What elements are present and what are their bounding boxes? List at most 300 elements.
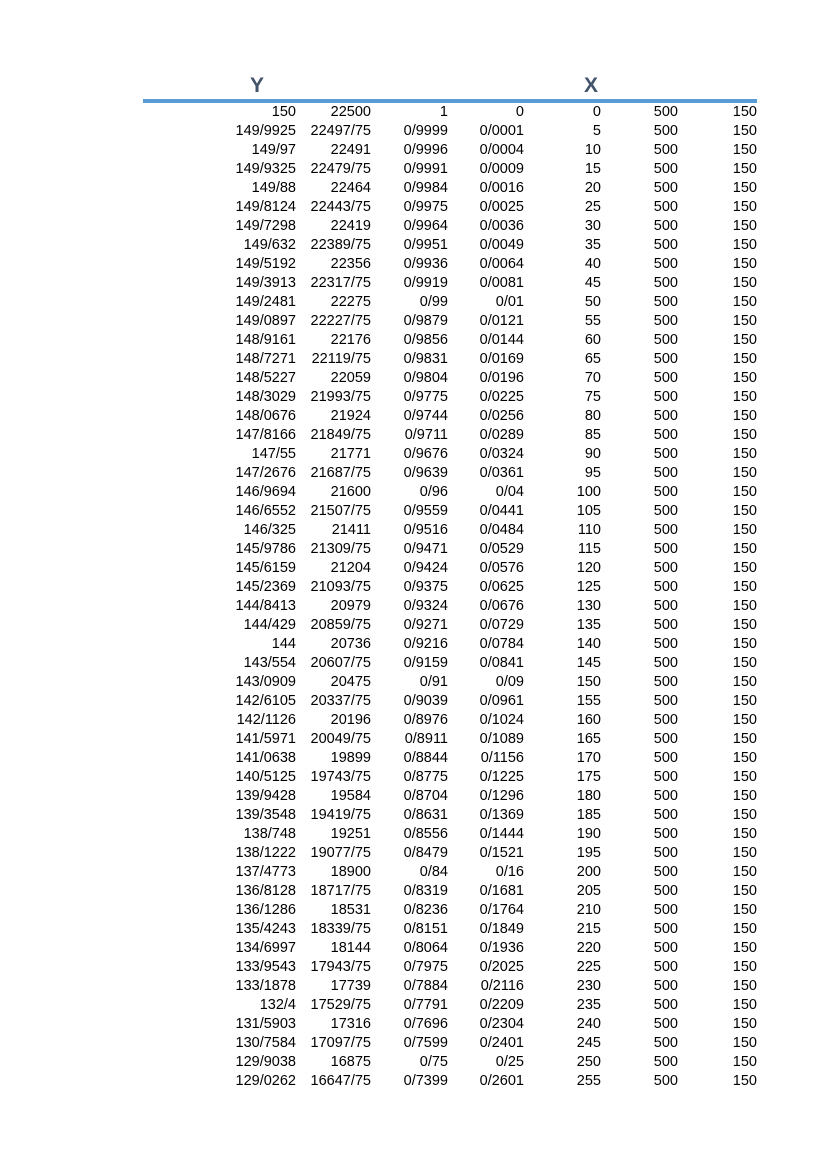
constant-150-cell: 150 — [732, 826, 757, 842]
square-value-cell: 19899 — [330, 750, 371, 766]
constant-500-cell: 500 — [653, 142, 678, 158]
square-value-cell: 19077/75 — [310, 845, 371, 861]
x-value-cell: 215 — [576, 921, 601, 937]
ratio-value-cell: 0/9775 — [403, 389, 448, 405]
x-value-cell: 160 — [576, 712, 601, 728]
complement-value-cell: 0/0196 — [479, 370, 524, 386]
constant-150-cell: 150 — [732, 484, 757, 500]
table-row — [143, 217, 757, 236]
y-value-cell: 136/8128 — [235, 883, 296, 899]
x-value-cell: 55 — [584, 313, 601, 329]
y-value-cell: 148/7271 — [235, 351, 296, 367]
table-row — [143, 483, 757, 502]
constant-150-cell: 150 — [732, 902, 757, 918]
table-row — [143, 445, 757, 464]
table-row — [143, 1053, 757, 1072]
constant-150-cell: 150 — [732, 332, 757, 348]
y-value-cell: 144/8413 — [235, 598, 296, 614]
ratio-value-cell: 0/9324 — [403, 598, 448, 614]
constant-500-cell: 500 — [653, 864, 678, 880]
square-value-cell: 22491 — [330, 142, 371, 158]
x-value-cell: 205 — [576, 883, 601, 899]
x-value-cell: 40 — [584, 256, 601, 272]
square-value-cell: 21687/75 — [310, 465, 371, 481]
x-value-cell: 90 — [584, 446, 601, 462]
square-value-cell: 20049/75 — [310, 731, 371, 747]
complement-value-cell: 0/0144 — [479, 332, 524, 348]
constant-500-cell: 500 — [653, 655, 678, 671]
complement-value-cell: 0/1681 — [479, 883, 524, 899]
constant-500-cell: 500 — [653, 693, 678, 709]
complement-value-cell: 0/0784 — [479, 636, 524, 652]
ratio-value-cell: 0/9639 — [403, 465, 448, 481]
square-value-cell: 22443/75 — [310, 199, 371, 215]
table-row — [143, 160, 757, 179]
y-value-cell: 133/1878 — [235, 978, 296, 994]
x-value-cell: 250 — [576, 1054, 601, 1070]
y-value-cell: 147/8166 — [235, 427, 296, 443]
complement-value-cell: 0/0841 — [479, 655, 524, 671]
ratio-value-cell: 0/9936 — [403, 256, 448, 272]
x-value-cell: 175 — [576, 769, 601, 785]
complement-value-cell: 0/1849 — [479, 921, 524, 937]
complement-value-cell: 0/1225 — [479, 769, 524, 785]
y-value-cell: 143/0909 — [235, 674, 296, 690]
constant-500-cell: 500 — [653, 1035, 678, 1051]
y-value-cell: 148/3029 — [235, 389, 296, 405]
square-value-cell: 22317/75 — [310, 275, 371, 291]
constant-150-cell: 150 — [732, 123, 757, 139]
complement-value-cell: 0/01 — [495, 294, 524, 310]
table-row — [143, 768, 757, 787]
complement-value-cell: 0/0025 — [479, 199, 524, 215]
square-value-cell: 17529/75 — [310, 997, 371, 1013]
y-value-cell: 149/88 — [251, 180, 296, 196]
x-value-cell: 240 — [576, 1016, 601, 1032]
ratio-value-cell: 0/9676 — [403, 446, 448, 462]
y-value-cell: 134/6997 — [235, 940, 296, 956]
square-value-cell: 18531 — [330, 902, 371, 918]
constant-500-cell: 500 — [653, 579, 678, 595]
square-value-cell: 20475 — [330, 674, 371, 690]
table-row — [143, 673, 757, 692]
y-value-cell: 129/0262 — [235, 1073, 296, 1089]
x-value-cell: 220 — [576, 940, 601, 956]
y-value-cell: 150 — [271, 104, 296, 120]
ratio-value-cell: 0/9375 — [403, 579, 448, 595]
complement-value-cell: 0/0529 — [479, 541, 524, 557]
ratio-value-cell: 0/8976 — [403, 712, 448, 728]
constant-500-cell: 500 — [653, 978, 678, 994]
y-value-cell: 149/97 — [251, 142, 296, 158]
constant-150-cell: 150 — [732, 807, 757, 823]
square-value-cell: 22119/75 — [311, 351, 371, 367]
complement-value-cell: 0/0729 — [479, 617, 524, 633]
constant-150-cell: 150 — [732, 940, 757, 956]
complement-value-cell: 0/1936 — [479, 940, 524, 956]
x-value-cell: 95 — [584, 465, 601, 481]
ratio-value-cell: 0/9964 — [403, 218, 448, 234]
constant-150-cell: 150 — [732, 598, 757, 614]
complement-value-cell: 0/1089 — [479, 731, 524, 747]
table-row — [143, 369, 757, 388]
square-value-cell: 22275 — [330, 294, 371, 310]
square-value-cell: 20736 — [330, 636, 371, 652]
table-row — [143, 844, 757, 863]
constant-150-cell: 150 — [732, 446, 757, 462]
constant-500-cell: 500 — [653, 408, 678, 424]
y-value-cell: 133/9543 — [235, 959, 296, 975]
ratio-value-cell: 0/9984 — [403, 180, 448, 196]
y-value-cell: 139/9428 — [235, 788, 296, 804]
square-value-cell: 22497/75 — [310, 123, 371, 139]
constant-500-cell: 500 — [653, 959, 678, 975]
x-value-cell: 155 — [576, 693, 601, 709]
constant-500-cell: 500 — [653, 446, 678, 462]
complement-value-cell: 0/2601 — [479, 1073, 524, 1089]
constant-500-cell: 500 — [653, 1073, 678, 1089]
square-value-cell: 19251 — [330, 826, 371, 842]
complement-value-cell: 0/0081 — [479, 275, 524, 291]
constant-500-cell: 500 — [653, 332, 678, 348]
x-value-cell: 120 — [576, 560, 601, 576]
square-value-cell: 17097/75 — [310, 1035, 371, 1051]
y-value-cell: 130/7584 — [235, 1035, 296, 1051]
constant-150-cell: 150 — [732, 465, 757, 481]
ratio-value-cell: 0/8911 — [404, 731, 448, 747]
x-value-cell: 115 — [577, 541, 601, 557]
x-value-cell: 105 — [576, 503, 601, 519]
constant-150-cell: 150 — [732, 503, 757, 519]
ratio-value-cell: 0/8479 — [403, 845, 448, 861]
table-row — [143, 597, 757, 616]
table-row — [143, 711, 757, 730]
square-value-cell: 22227/75 — [310, 313, 371, 329]
ratio-value-cell: 0/9831 — [403, 351, 448, 367]
complement-value-cell: 0/0256 — [479, 408, 524, 424]
constant-500-cell: 500 — [653, 522, 678, 538]
complement-value-cell: 0/0016 — [479, 180, 524, 196]
table-row — [143, 559, 757, 578]
y-value-cell: 143/554 — [243, 655, 296, 671]
y-value-cell: 148/0676 — [235, 408, 296, 424]
square-value-cell: 20337/75 — [310, 693, 371, 709]
ratio-value-cell: 0/9159 — [403, 655, 448, 671]
x-value-cell: 190 — [576, 826, 601, 842]
constant-150-cell: 150 — [732, 788, 757, 804]
ratio-value-cell: 0/9711 — [404, 427, 448, 443]
table-row — [143, 996, 757, 1015]
constant-500-cell: 500 — [653, 883, 678, 899]
table-row — [143, 198, 757, 217]
constant-500-cell: 500 — [653, 104, 678, 120]
complement-value-cell: 0/0225 — [479, 389, 524, 405]
constant-500-cell: 500 — [653, 275, 678, 291]
complement-value-cell: 0/0961 — [479, 693, 524, 709]
square-value-cell: 18900 — [330, 864, 371, 880]
x-value-cell: 5 — [592, 123, 601, 139]
table-row — [143, 825, 757, 844]
ratio-value-cell: 0/8319 — [403, 883, 448, 899]
constant-500-cell: 500 — [653, 541, 678, 557]
complement-value-cell: 0/0676 — [479, 598, 524, 614]
complement-value-cell: 0/0049 — [479, 237, 524, 253]
x-value-cell: 35 — [584, 237, 601, 253]
square-value-cell: 21924 — [330, 408, 371, 424]
constant-150-cell: 150 — [732, 370, 757, 386]
square-value-cell: 19584 — [330, 788, 371, 804]
square-value-cell: 19743/75 — [310, 769, 371, 785]
constant-150-cell: 150 — [732, 997, 757, 1013]
square-value-cell: 22176 — [330, 332, 371, 348]
ratio-value-cell: 0/9559 — [403, 503, 448, 519]
x-value-cell: 30 — [584, 218, 601, 234]
table-row — [143, 179, 757, 198]
constant-500-cell: 500 — [653, 807, 678, 823]
x-value-cell: 135 — [576, 617, 601, 633]
x-value-cell: 60 — [584, 332, 601, 348]
constant-500-cell: 500 — [653, 997, 678, 1013]
square-value-cell: 22464 — [330, 180, 371, 196]
y-value-cell: 141/5971 — [235, 731, 296, 747]
x-value-cell: 200 — [576, 864, 601, 880]
constant-150-cell: 150 — [732, 617, 757, 633]
constant-500-cell: 500 — [653, 180, 678, 196]
square-value-cell: 20979 — [330, 598, 371, 614]
ratio-value-cell: 0/9879 — [403, 313, 448, 329]
ratio-value-cell: 0/7791 — [403, 997, 448, 1013]
y-value-cell: 145/6159 — [235, 560, 296, 576]
constant-500-cell: 500 — [653, 826, 678, 842]
square-value-cell: 17943/75 — [310, 959, 371, 975]
constant-500-cell: 500 — [653, 940, 678, 956]
y-value-cell: 135/4243 — [235, 921, 296, 937]
ratio-value-cell: 0/9424 — [403, 560, 448, 576]
ratio-value-cell: 0/9039 — [403, 693, 448, 709]
constant-500-cell: 500 — [653, 218, 678, 234]
complement-value-cell: 0/1444 — [479, 826, 524, 842]
x-value-cell: 225 — [576, 959, 601, 975]
constant-500-cell: 500 — [653, 902, 678, 918]
constant-500-cell: 500 — [653, 427, 678, 443]
constant-150-cell: 150 — [732, 161, 757, 177]
square-value-cell: 21309/75 — [310, 541, 371, 557]
x-value-cell: 50 — [584, 294, 601, 310]
y-value-cell: 140/5125 — [235, 769, 296, 785]
constant-500-cell: 500 — [653, 313, 678, 329]
constant-150-cell: 150 — [732, 180, 757, 196]
ratio-value-cell: 0/9471 — [403, 541, 448, 557]
square-value-cell: 22059 — [330, 370, 371, 386]
ratio-value-cell: 0/9919 — [403, 275, 448, 291]
constant-500-cell: 500 — [653, 731, 678, 747]
ratio-value-cell: 0/7696 — [403, 1016, 448, 1032]
y-value-cell: 145/9786 — [235, 541, 296, 557]
square-value-cell: 19419/75 — [310, 807, 371, 823]
table-row — [143, 901, 757, 920]
table-row — [143, 236, 757, 255]
complement-value-cell: 0/0625 — [479, 579, 524, 595]
table-row — [143, 293, 757, 312]
table-row — [143, 730, 757, 749]
y-value-cell: 148/5227 — [235, 370, 296, 386]
ratio-value-cell: 0/9975 — [403, 199, 448, 215]
constant-500-cell: 500 — [653, 465, 678, 481]
y-value-cell: 142/1126 — [236, 712, 296, 728]
x-value-cell: 195 — [576, 845, 601, 861]
complement-value-cell: 0/04 — [495, 484, 524, 500]
constant-150-cell: 150 — [732, 408, 757, 424]
square-value-cell: 16875 — [330, 1054, 371, 1070]
y-value-cell: 139/3548 — [235, 807, 296, 823]
x-value-cell: 15 — [584, 161, 601, 177]
constant-500-cell: 500 — [653, 123, 678, 139]
constant-150-cell: 150 — [732, 313, 757, 329]
y-value-cell: 146/9694 — [235, 484, 296, 500]
square-value-cell: 21771 — [330, 446, 371, 462]
x-value-cell: 0 — [592, 104, 601, 120]
constant-150-cell: 150 — [732, 275, 757, 291]
square-value-cell: 22356 — [330, 256, 371, 272]
x-value-cell: 110 — [577, 522, 601, 538]
x-value-cell: 125 — [576, 579, 601, 595]
column-header-y: Y — [250, 74, 265, 97]
constant-150-cell: 150 — [732, 522, 757, 538]
constant-150-cell: 150 — [732, 1054, 757, 1070]
square-value-cell: 18339/75 — [310, 921, 371, 937]
constant-150-cell: 150 — [732, 199, 757, 215]
square-value-cell: 21507/75 — [310, 503, 371, 519]
y-value-cell: 149/7298 — [235, 218, 296, 234]
complement-value-cell: 0/0361 — [479, 465, 524, 481]
constant-500-cell: 500 — [653, 598, 678, 614]
complement-value-cell: 0/2209 — [479, 997, 524, 1013]
table-row — [143, 920, 757, 939]
constant-500-cell: 500 — [653, 237, 678, 253]
constant-150-cell: 150 — [732, 560, 757, 576]
x-value-cell: 140 — [576, 636, 601, 652]
table-row — [143, 521, 757, 540]
complement-value-cell: 0/1156 — [480, 750, 524, 766]
complement-value-cell: 0/1369 — [479, 807, 524, 823]
square-value-cell: 16647/75 — [310, 1073, 371, 1089]
square-value-cell: 22479/75 — [310, 161, 371, 177]
constant-150-cell: 150 — [732, 351, 757, 367]
x-value-cell: 100 — [576, 484, 601, 500]
x-value-cell: 230 — [576, 978, 601, 994]
x-value-cell: 85 — [584, 427, 601, 443]
data-table — [143, 103, 757, 1091]
square-value-cell: 21204 — [330, 560, 371, 576]
ratio-value-cell: 0/75 — [419, 1054, 448, 1070]
x-value-cell: 165 — [576, 731, 601, 747]
y-value-cell: 138/1222 — [235, 845, 296, 861]
constant-150-cell: 150 — [732, 294, 757, 310]
complement-value-cell: 0/0576 — [479, 560, 524, 576]
table-row — [143, 540, 757, 559]
constant-500-cell: 500 — [653, 484, 678, 500]
x-value-cell: 245 — [576, 1035, 601, 1051]
ratio-value-cell: 0/9744 — [403, 408, 448, 424]
square-value-cell: 22419 — [330, 218, 371, 234]
table-row — [143, 350, 757, 369]
constant-500-cell: 500 — [653, 560, 678, 576]
x-value-cell: 235 — [576, 997, 601, 1013]
constant-500-cell: 500 — [653, 351, 678, 367]
y-value-cell: 141/0638 — [235, 750, 296, 766]
complement-value-cell: 0/0289 — [479, 427, 524, 443]
constant-150-cell: 150 — [732, 237, 757, 253]
constant-150-cell: 150 — [732, 1035, 757, 1051]
ratio-value-cell: 0/84 — [419, 864, 448, 880]
constant-150-cell: 150 — [732, 845, 757, 861]
table-row — [143, 1034, 757, 1053]
constant-150-cell: 150 — [732, 864, 757, 880]
square-value-cell: 17739 — [330, 978, 371, 994]
x-value-cell: 20 — [584, 180, 601, 196]
ratio-value-cell: 0/8151 — [403, 921, 448, 937]
x-value-cell: 70 — [584, 370, 601, 386]
complement-value-cell: 0/1296 — [479, 788, 524, 804]
table-row — [143, 103, 757, 122]
table-row — [143, 122, 757, 141]
constant-150-cell: 150 — [732, 693, 757, 709]
column-header-x: X — [584, 74, 599, 97]
complement-value-cell: 0/0169 — [479, 351, 524, 367]
table-row — [143, 255, 757, 274]
constant-500-cell: 500 — [653, 199, 678, 215]
square-value-cell: 20196 — [330, 712, 371, 728]
constant-500-cell: 500 — [653, 1054, 678, 1070]
constant-500-cell: 500 — [653, 617, 678, 633]
x-value-cell: 25 — [584, 199, 601, 215]
constant-500-cell: 500 — [653, 1016, 678, 1032]
constant-500-cell: 500 — [653, 294, 678, 310]
ratio-value-cell: 0/9856 — [403, 332, 448, 348]
complement-value-cell: 0/0064 — [479, 256, 524, 272]
y-value-cell: 149/9325 — [235, 161, 296, 177]
constant-150-cell: 150 — [732, 655, 757, 671]
constant-500-cell: 500 — [653, 370, 678, 386]
y-value-cell: 146/325 — [243, 522, 296, 538]
constant-500-cell: 500 — [653, 674, 678, 690]
y-value-cell: 131/5903 — [235, 1016, 296, 1032]
constant-150-cell: 150 — [732, 978, 757, 994]
ratio-value-cell: 0/8775 — [403, 769, 448, 785]
ratio-value-cell: 0/9271 — [403, 617, 448, 633]
table-row — [143, 654, 757, 673]
complement-value-cell: 0/0121 — [479, 313, 524, 329]
complement-value-cell: 0/25 — [495, 1054, 524, 1070]
table-row — [143, 806, 757, 825]
square-value-cell: 18144 — [330, 940, 371, 956]
ratio-value-cell: 0/8556 — [403, 826, 448, 842]
y-value-cell: 149/8124 — [235, 199, 296, 215]
square-value-cell: 21993/75 — [310, 389, 371, 405]
constant-500-cell: 500 — [653, 788, 678, 804]
constant-150-cell: 150 — [732, 142, 757, 158]
ratio-value-cell: 1 — [439, 104, 448, 120]
table-row — [143, 1072, 757, 1091]
ratio-value-cell: 0/9996 — [403, 142, 448, 158]
y-value-cell: 149/0897 — [235, 313, 296, 329]
constant-150-cell: 150 — [732, 731, 757, 747]
square-value-cell: 21849/75 — [310, 427, 371, 443]
table-row — [143, 141, 757, 160]
complement-value-cell: 0/1521 — [479, 845, 524, 861]
square-value-cell: 17316 — [330, 1016, 371, 1032]
table-row — [143, 616, 757, 635]
